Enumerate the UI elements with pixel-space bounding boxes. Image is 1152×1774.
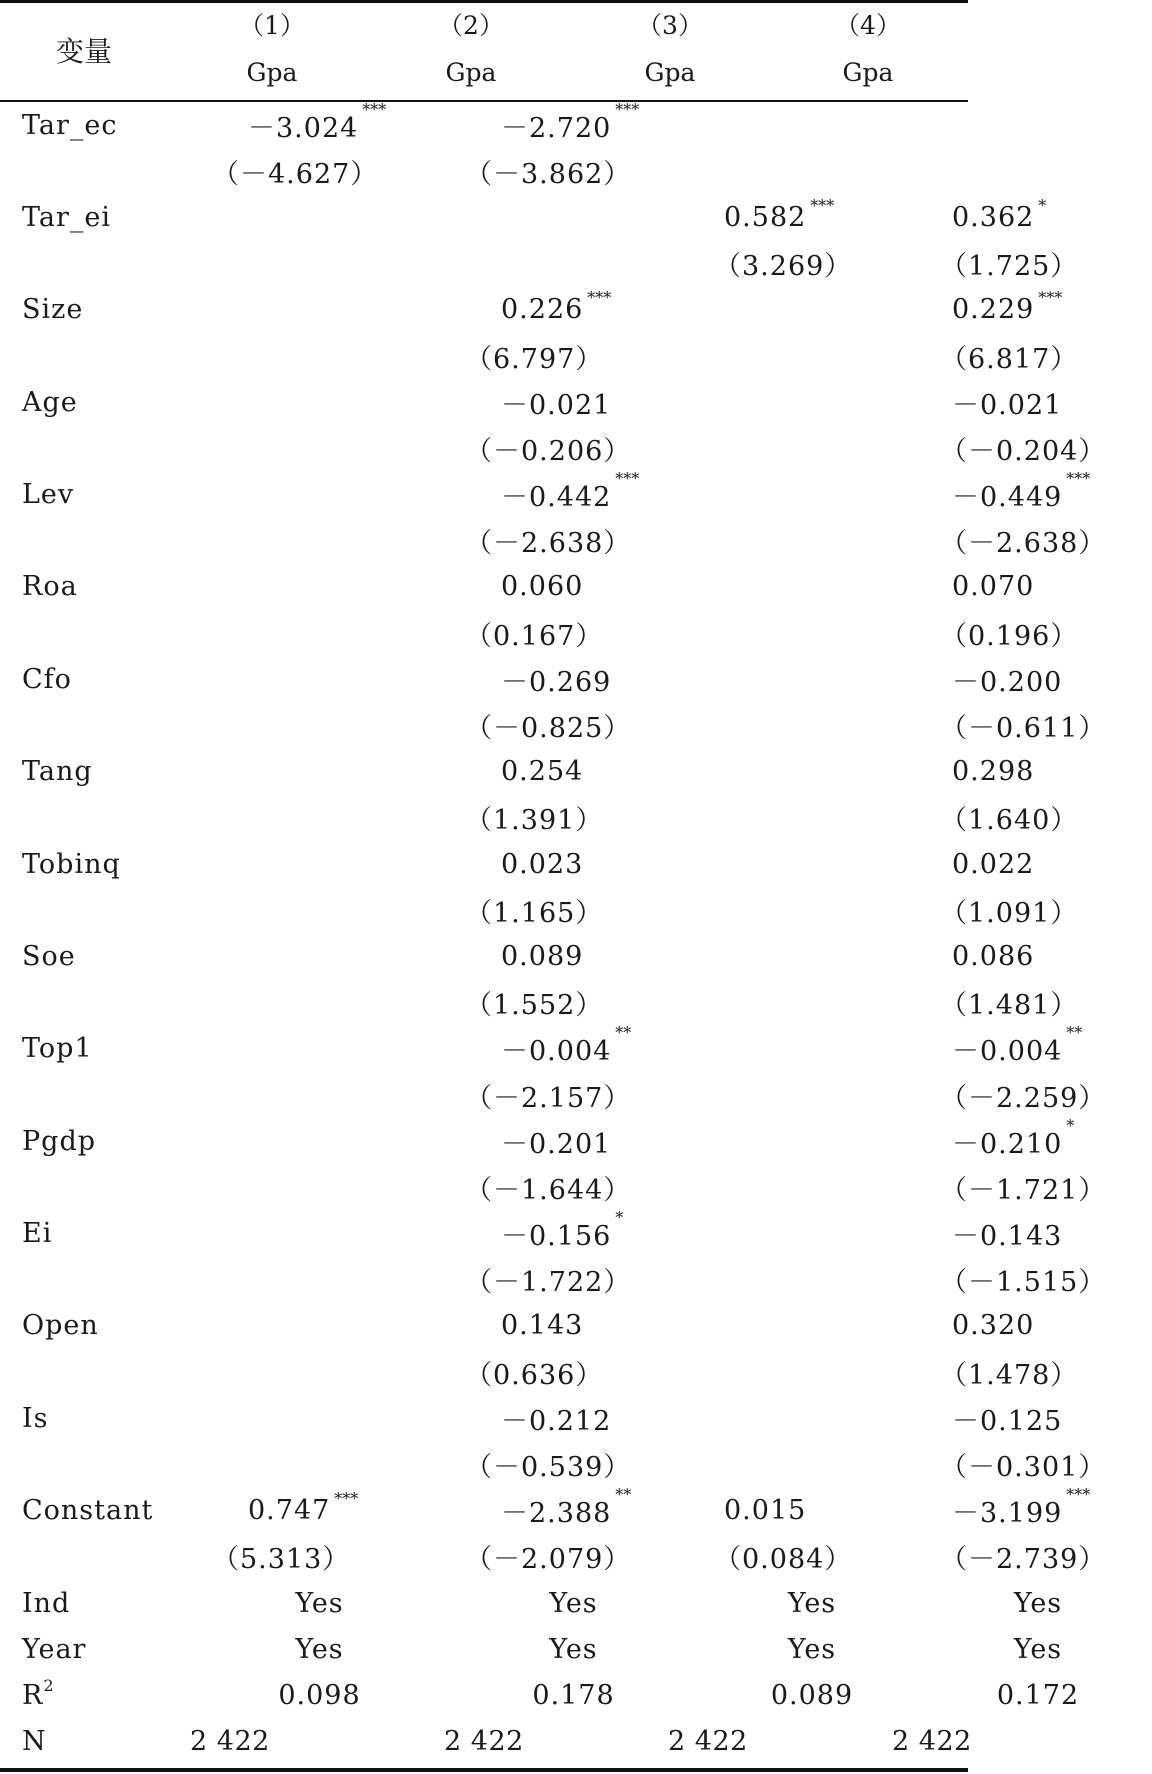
table-row <box>0 795 1152 841</box>
empty-label <box>0 1257 192 1303</box>
empty-label <box>0 1441 192 1487</box>
significance-stars: *** <box>1066 469 1091 489</box>
t-stat-cell <box>192 1072 447 1118</box>
coefficient-cell <box>447 1395 700 1441</box>
coefficient-value: －0.269 <box>501 666 612 698</box>
table-row <box>0 1026 1152 1072</box>
t-stat-cell: （1.391） <box>465 805 604 837</box>
t-stat-cell: （－3.862） <box>465 158 632 190</box>
table-row <box>0 564 1152 610</box>
significance-stars: *** <box>615 99 640 119</box>
coefficient-value: 0.143 <box>501 1310 584 1342</box>
coefficient-cell <box>700 1488 924 1534</box>
footer-value-cell: Yes <box>549 1633 598 1665</box>
empty-label <box>0 610 192 656</box>
coefficient-cell <box>924 1485 1152 1534</box>
t-stat-cell <box>700 1257 924 1303</box>
t-stat-cell <box>192 702 447 748</box>
table-row <box>0 1626 1152 1672</box>
coefficient-cell <box>924 933 1152 979</box>
variable-label: Tar_ei <box>22 201 112 233</box>
t-stat-cell: （－0.539） <box>465 1452 632 1484</box>
empty-label <box>0 1164 192 1210</box>
table-row <box>0 887 1152 933</box>
coefficient-value: －0.449 <box>952 482 1063 514</box>
coefficient-cell <box>447 933 700 979</box>
empty-label <box>0 795 192 841</box>
variable-label: Constant <box>22 1495 154 1527</box>
t-stat-cell <box>192 887 447 933</box>
coefficient-cell <box>192 656 447 702</box>
coefficient-cell <box>924 1395 1152 1441</box>
coefficient-cell <box>924 287 1152 333</box>
col-1-number: （1） <box>239 11 305 40</box>
t-stat-cell: （－2.259） <box>940 1082 1107 1114</box>
t-stat-cell: （－1.644） <box>465 1174 632 1206</box>
coefficient-cell <box>192 749 447 795</box>
t-stat-cell: （1.552） <box>465 990 604 1022</box>
col-3-number: （3） <box>637 11 703 40</box>
t-stat-cell <box>192 1257 447 1303</box>
t-stat-cell: （1.640） <box>940 805 1079 837</box>
table-row <box>0 1534 1152 1580</box>
footer-value-cell: 2 422 <box>444 1726 524 1758</box>
col-4-number: （4） <box>835 11 901 40</box>
variable-label: Tang <box>22 756 93 788</box>
coefficient-value: －0.210 <box>952 1128 1063 1160</box>
coefficient-cell <box>700 379 924 425</box>
coefficient-value: －0.125 <box>952 1405 1063 1437</box>
table-row <box>0 933 1152 979</box>
table-row <box>0 518 1152 564</box>
footer-value-cell: 0.098 <box>278 1679 361 1711</box>
variable-header: 变量 <box>56 35 113 68</box>
coefficient-cell <box>447 469 700 518</box>
coefficient-value: －0.200 <box>952 666 1063 698</box>
footer-label-text: R <box>22 1679 44 1711</box>
table-row <box>0 1580 1152 1626</box>
footer-label <box>0 1626 192 1672</box>
table-row <box>0 702 1152 748</box>
empty-label <box>0 980 192 1026</box>
t-stat-cell <box>192 1164 447 1210</box>
t-stat-cell: （－1.515） <box>940 1267 1107 1299</box>
variable-label: Soe <box>22 940 76 972</box>
footer-value-cell: 0.172 <box>996 1679 1080 1711</box>
coefficient-cell <box>192 194 447 240</box>
significance-stars: *** <box>810 195 835 215</box>
empty-label <box>0 518 192 564</box>
coefficient-cell <box>447 379 700 425</box>
t-stat-cell: （－4.627） <box>212 158 379 190</box>
table-row <box>0 425 1152 471</box>
bottom-rule <box>0 1768 968 1772</box>
coefficient-cell <box>924 194 1152 240</box>
significance-stars: *** <box>362 99 387 119</box>
significance-stars: *** <box>615 469 640 489</box>
coefficient-cell <box>447 1118 700 1164</box>
footer-value-cell: Yes <box>295 1587 344 1619</box>
t-stat-cell: （1.478） <box>940 1359 1079 1391</box>
empty-label <box>0 333 192 379</box>
t-stat-cell <box>700 610 924 656</box>
table-row <box>0 1395 1152 1441</box>
col-4-dep-var: Gpa <box>842 58 894 87</box>
t-stat-cell: （0.196） <box>940 620 1079 652</box>
coefficient-value: 0.747 <box>248 1495 331 1527</box>
coefficient-value: 0.298 <box>952 756 1035 788</box>
coefficient-cell <box>447 99 700 148</box>
t-stat-cell: （0.636） <box>465 1359 604 1391</box>
t-stat-cell: （0.084） <box>714 1544 853 1576</box>
t-stat-cell: （－2.638） <box>465 528 632 560</box>
coefficient-cell <box>447 564 700 610</box>
t-stat-cell <box>192 980 447 1026</box>
coefficient-value: －2.388 <box>501 1498 612 1530</box>
coefficient-cell <box>924 1023 1152 1072</box>
coefficient-cell <box>192 379 447 425</box>
coefficient-cell <box>700 1395 924 1441</box>
variable-label: Top1 <box>22 1033 93 1065</box>
t-stat-cell <box>700 702 924 748</box>
table-row <box>0 610 1152 656</box>
t-stat-cell <box>700 1164 924 1210</box>
coefficient-cell <box>700 102 924 148</box>
coefficient-cell <box>924 841 1152 887</box>
coefficient-value: 0.023 <box>501 848 584 880</box>
coefficient-cell <box>700 1211 924 1257</box>
t-stat-cell: （－2.157） <box>465 1082 632 1114</box>
empty-label <box>0 1349 192 1395</box>
t-stat-cell <box>192 795 447 841</box>
coefficient-value: 0.320 <box>952 1310 1035 1342</box>
variable-label: Pgdp <box>22 1125 97 1157</box>
coefficient-cell <box>192 1118 447 1164</box>
coefficient-cell <box>924 1303 1152 1349</box>
t-stat-cell <box>192 518 447 564</box>
table-row <box>0 841 1152 887</box>
empty-label <box>0 1534 192 1580</box>
coefficient-cell <box>447 1023 700 1072</box>
significance-stars: ** <box>1066 1023 1083 1043</box>
footer-value-cell: Yes <box>787 1587 837 1619</box>
col-1-dep-var: Gpa <box>246 58 298 87</box>
footer-label-text: Ind <box>22 1587 71 1619</box>
coefficient-value: 0.060 <box>501 571 584 603</box>
coefficient-cell <box>700 749 924 795</box>
table-row <box>0 1303 1152 1349</box>
variable-label: Roa <box>22 571 78 603</box>
table-row <box>0 379 1152 425</box>
coefficient-cell <box>924 564 1152 610</box>
coefficient-cell <box>924 469 1152 518</box>
table-row <box>0 1672 1152 1718</box>
coefficient-cell <box>447 1208 700 1257</box>
table-row <box>0 1072 1152 1118</box>
coefficient-value: 0.022 <box>952 848 1035 880</box>
significance-stars: ** <box>615 1485 632 1505</box>
coefficient-value: －3.199 <box>952 1498 1063 1530</box>
coefficient-cell <box>924 1115 1152 1164</box>
coefficient-cell <box>924 749 1152 795</box>
coefficient-value: 0.086 <box>952 940 1035 972</box>
variable-label: Open <box>22 1310 99 1342</box>
coefficient-value: 0.362 <box>952 201 1035 233</box>
coefficient-value: －3.024 <box>248 112 359 144</box>
coefficient-cell <box>924 1211 1152 1257</box>
coefficient-value: －0.021 <box>501 389 612 421</box>
table-row <box>0 1257 1152 1303</box>
t-stat-cell: （5.313） <box>212 1544 351 1576</box>
coefficient-value: －0.156 <box>501 1221 612 1253</box>
table-row <box>0 749 1152 795</box>
t-stat-cell: （3.269） <box>714 251 853 283</box>
t-stat-cell <box>192 1441 447 1487</box>
coefficient-value: 0.582 <box>724 201 807 233</box>
table-row <box>0 980 1152 1026</box>
table-row <box>0 148 1152 194</box>
table-row <box>0 1441 1152 1487</box>
t-stat-cell <box>700 333 924 379</box>
footer-value-cell: 2 422 <box>190 1726 270 1758</box>
coefficient-value: 0.089 <box>501 940 584 972</box>
significance-stars: * <box>615 1208 624 1228</box>
t-stat-cell <box>700 425 924 471</box>
table-row <box>0 333 1152 379</box>
coefficient-cell <box>192 287 447 333</box>
coefficient-cell <box>447 287 700 333</box>
col-2-number: （2） <box>438 11 504 40</box>
footer-value-cell: 0.178 <box>532 1679 615 1711</box>
top-rule <box>0 0 968 3</box>
coefficient-cell <box>924 656 1152 702</box>
coefficient-cell <box>700 841 924 887</box>
table-row <box>0 1488 1152 1534</box>
t-stat-cell: （1.165） <box>465 897 604 929</box>
coefficient-cell <box>192 1488 447 1534</box>
footer-value-cell: Yes <box>787 1633 837 1665</box>
coefficient-cell <box>700 656 924 702</box>
variable-label: Tar_ec <box>22 109 118 141</box>
footer-value-cell: 2 422 <box>892 1726 972 1758</box>
footer-value-cell: Yes <box>295 1633 344 1665</box>
coefficient-cell <box>447 1303 700 1349</box>
coefficient-value: －0.021 <box>952 389 1063 421</box>
t-stat-cell: （－2.739） <box>940 1544 1107 1576</box>
t-stat-cell <box>192 333 447 379</box>
coefficient-cell <box>700 472 924 518</box>
t-stat-cell: （－0.204） <box>940 435 1107 467</box>
table-row <box>0 287 1152 333</box>
coefficient-value: －2.720 <box>501 112 612 144</box>
coefficient-cell <box>192 933 447 979</box>
empty-label <box>0 148 192 194</box>
coefficient-value: 0.015 <box>724 1495 807 1527</box>
t-stat-cell <box>447 241 700 287</box>
t-stat-cell <box>192 425 447 471</box>
coefficient-cell <box>192 1026 447 1072</box>
t-stat-cell: （1.725） <box>940 251 1079 283</box>
coefficient-cell <box>192 1395 447 1441</box>
coefficient-cell <box>447 841 700 887</box>
coefficient-cell <box>447 194 700 240</box>
table-row <box>0 472 1152 518</box>
t-stat-cell <box>700 1441 924 1487</box>
table-row <box>0 656 1152 702</box>
t-stat-cell <box>700 795 924 841</box>
t-stat-cell <box>192 1349 447 1395</box>
footer-value-cell: 0.089 <box>770 1679 854 1711</box>
table-row <box>0 241 1152 287</box>
empty-label <box>0 887 192 933</box>
coefficient-cell <box>700 194 924 240</box>
variable-label: Tobinq <box>22 848 121 880</box>
significance-stars: * <box>1066 1115 1075 1135</box>
coefficient-value: －0.212 <box>501 1405 612 1437</box>
t-stat-cell: （－0.611） <box>940 713 1107 745</box>
t-stat-cell <box>700 518 924 564</box>
t-stat-cell: （1.091） <box>940 897 1079 929</box>
t-stat-cell <box>700 1349 924 1395</box>
coefficient-cell <box>192 99 447 148</box>
regression-results-body <box>0 99 1152 1765</box>
significance-stars: *** <box>587 288 612 308</box>
table-row <box>0 1211 1152 1257</box>
footer-label <box>0 1672 192 1718</box>
t-stat-cell: （－2.638） <box>940 528 1107 560</box>
coefficient-value: －0.004 <box>501 1036 612 1068</box>
t-stat-cell: （－2.079） <box>465 1544 632 1576</box>
variable-label: Is <box>22 1402 49 1434</box>
t-stat-cell: （－1.721） <box>940 1174 1107 1206</box>
coefficient-cell <box>700 933 924 979</box>
significance-stars: *** <box>1038 288 1063 308</box>
coefficient-cell <box>924 102 1152 148</box>
coefficient-value: －0.442 <box>501 482 612 514</box>
coefficient-value: 0.226 <box>501 294 584 326</box>
t-stat-cell: （－0.206） <box>465 435 632 467</box>
footer-label-text: N <box>22 1726 47 1758</box>
significance-stars: * <box>1038 195 1047 215</box>
coefficient-cell <box>447 656 700 702</box>
footer-value-cell: Yes <box>549 1587 598 1619</box>
empty-label <box>0 425 192 471</box>
footer-value-cell: Yes <box>1013 1587 1063 1619</box>
variable-label: Size <box>22 294 84 326</box>
coefficient-cell <box>192 841 447 887</box>
variable-label: Lev <box>22 479 75 511</box>
variable-label: Cfo <box>22 663 72 695</box>
footer-label <box>0 1580 192 1626</box>
t-stat-cell <box>192 610 447 656</box>
variable-label: Age <box>22 386 78 418</box>
footer-value-cell: 2 422 <box>668 1726 748 1758</box>
table-row <box>0 1164 1152 1210</box>
coefficient-value: －0.004 <box>952 1036 1063 1068</box>
table-row <box>0 102 1152 148</box>
t-stat-cell: （－0.825） <box>465 713 632 745</box>
footer-label-text: Year <box>22 1633 87 1665</box>
empty-label <box>0 241 192 287</box>
coefficient-value: 0.254 <box>501 756 584 788</box>
significance-stars: ** <box>615 1023 632 1043</box>
empty-label <box>0 1072 192 1118</box>
t-stat-cell: （－1.722） <box>465 1267 632 1299</box>
t-stat-cell: （0.167） <box>465 620 604 652</box>
coefficient-cell <box>192 564 447 610</box>
label-superscript: 2 <box>43 1675 54 1695</box>
coefficient-value: －0.143 <box>952 1221 1063 1253</box>
coefficient-cell <box>700 1118 924 1164</box>
significance-stars: *** <box>1066 1485 1091 1505</box>
table-row <box>0 1719 1152 1765</box>
table-row <box>0 1118 1152 1164</box>
coefficient-cell <box>192 1303 447 1349</box>
variable-label: Ei <box>22 1218 53 1250</box>
coefficient-cell <box>447 749 700 795</box>
col-2-dep-var: Gpa <box>445 58 497 87</box>
table-row <box>0 194 1152 240</box>
t-stat-cell: （1.481） <box>940 990 1079 1022</box>
coefficient-value: 0.229 <box>952 294 1035 326</box>
col-3-dep-var: Gpa <box>644 58 696 87</box>
footer-value-cell: Yes <box>1013 1633 1063 1665</box>
t-stat-cell <box>700 980 924 1026</box>
coefficient-cell <box>700 1303 924 1349</box>
coefficient-value: －0.201 <box>501 1128 612 1160</box>
coefficient-cell <box>192 1211 447 1257</box>
coefficient-cell <box>700 1026 924 1072</box>
t-stat-cell <box>700 148 924 194</box>
coefficient-cell <box>192 472 447 518</box>
t-stat-cell <box>192 241 447 287</box>
t-stat-cell <box>924 148 1152 194</box>
coefficient-value: 0.070 <box>952 571 1035 603</box>
coefficient-cell <box>700 287 924 333</box>
t-stat-cell: （－0.301） <box>940 1452 1107 1484</box>
regression-results-table <box>0 99 1152 1765</box>
footer-label <box>0 1719 192 1765</box>
t-stat-cell <box>700 887 924 933</box>
t-stat-cell: （6.817） <box>940 343 1079 375</box>
coefficient-cell <box>447 1485 700 1534</box>
table-row <box>0 1349 1152 1395</box>
coefficient-cell <box>924 379 1152 425</box>
empty-label <box>0 702 192 748</box>
t-stat-cell: （6.797） <box>465 343 604 375</box>
coefficient-cell <box>700 564 924 610</box>
significance-stars: *** <box>334 1489 359 1509</box>
t-stat-cell <box>700 1072 924 1118</box>
